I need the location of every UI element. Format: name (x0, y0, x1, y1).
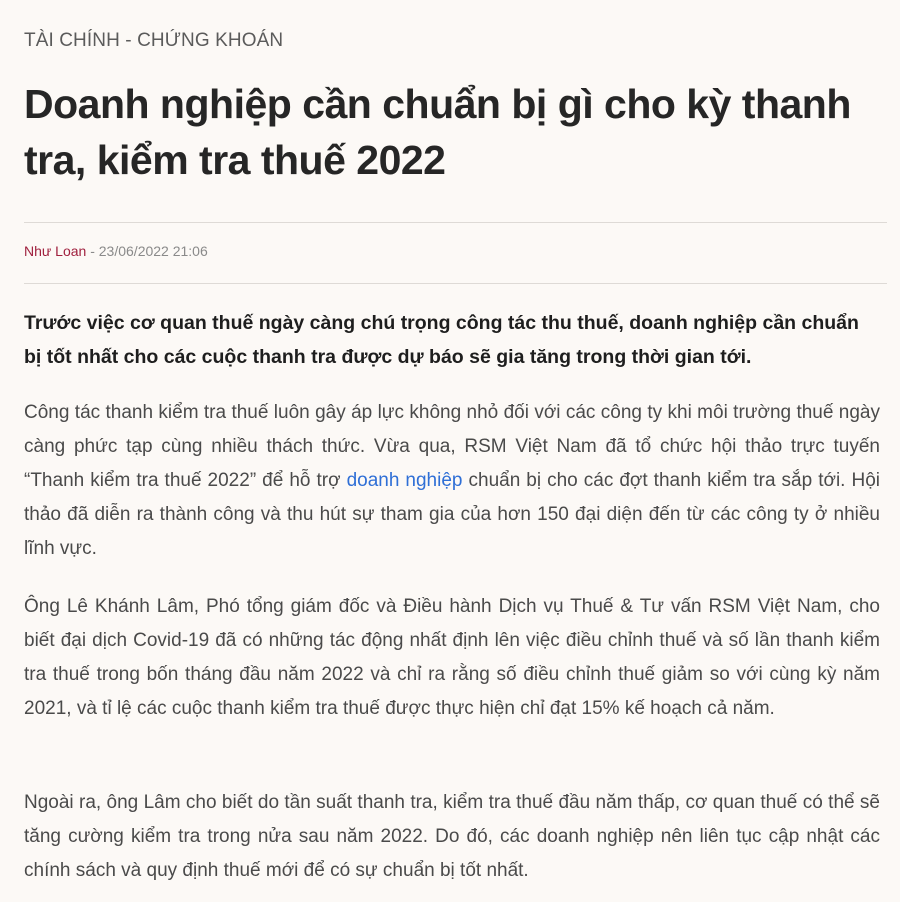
byline-divider (24, 283, 887, 284)
body-paragraph-2: Ông Lê Khánh Lâm, Phó tổng giám đốc và Điều hành Dịch vụ Thuế & Tư vấn RSM Việt Nam, cho biết đại dịch Covid-19 đã có những tác động nhất định lên việc điều chỉnh thuế và số lần thanh kiểm tra thuế trong bốn tháng đầu năm 2022 và chỉ ra rằng số điều chỉnh thuế giảm so với cùng kỳ năm 2021, và tỉ lệ các cuộc thanh kiểm tra thuế được thực hiện chỉ đạt 15% kế hoạch cả năm. (24, 596, 880, 719)
article-title: Doanh nghiệp cần chuẩn bị gì cho kỳ thanh tra, kiểm tra thuế 2022 (24, 81, 851, 183)
category-label[interactable]: TÀI CHÍNH - CHỨNG KHOÁN (24, 30, 284, 51)
paragraph-text: Công tác thanh kiểm tra thuế luôn gây áp lực không nhỏ đối với các công ty khi môi trường thuế ngày càng phức tạp cùng nhiều thách thức. Vừa qua, RSM Việt Nam đã tổ chức hội thảo trực tuyến “Thanh kiểm tra thuế 2022” để hỗ trợ (24, 402, 880, 491)
article-lead: Trước việc cơ quan thuế ngày càng chú trọng công tác thu thuế, doanh nghiệp cần chuẩn bị tốt nhất cho các cuộc thanh tra được dự báo sẽ gia tăng trong thời gian tới. (24, 312, 859, 368)
body-paragraph-3: Ngoài ra, ông Lâm cho biết do tần suất thanh tra, kiểm tra thuế đầu năm thấp, cơ quan thuế có thể sẽ tăng cường kiểm tra trong nửa sau năm 2022. Do đó, các doanh nghiệp nên liên tục cập nhật các chính sách và quy định thuế mới để có sự chuẩn bị tốt nhất. (24, 792, 880, 881)
doanh-nghiep-link[interactable]: doanh nghiệp (346, 470, 463, 491)
byline-separator: - (86, 243, 99, 259)
byline (24, 243, 208, 259)
header-divider (24, 222, 887, 223)
publish-datetime: 23/06/2022 21:06 (98, 243, 208, 259)
author-link[interactable]: Như Loan (24, 243, 87, 259)
body-paragraph-1 (24, 396, 880, 566)
paragraph-text: chuẩn bị cho các đợt thanh kiểm tra sắp tới. Hội thảo đã diễn ra thành công và thu hút sự tham gia của hơn 150 đại diện đến từ các công ty ở nhiều lĩnh vực. (24, 470, 880, 559)
